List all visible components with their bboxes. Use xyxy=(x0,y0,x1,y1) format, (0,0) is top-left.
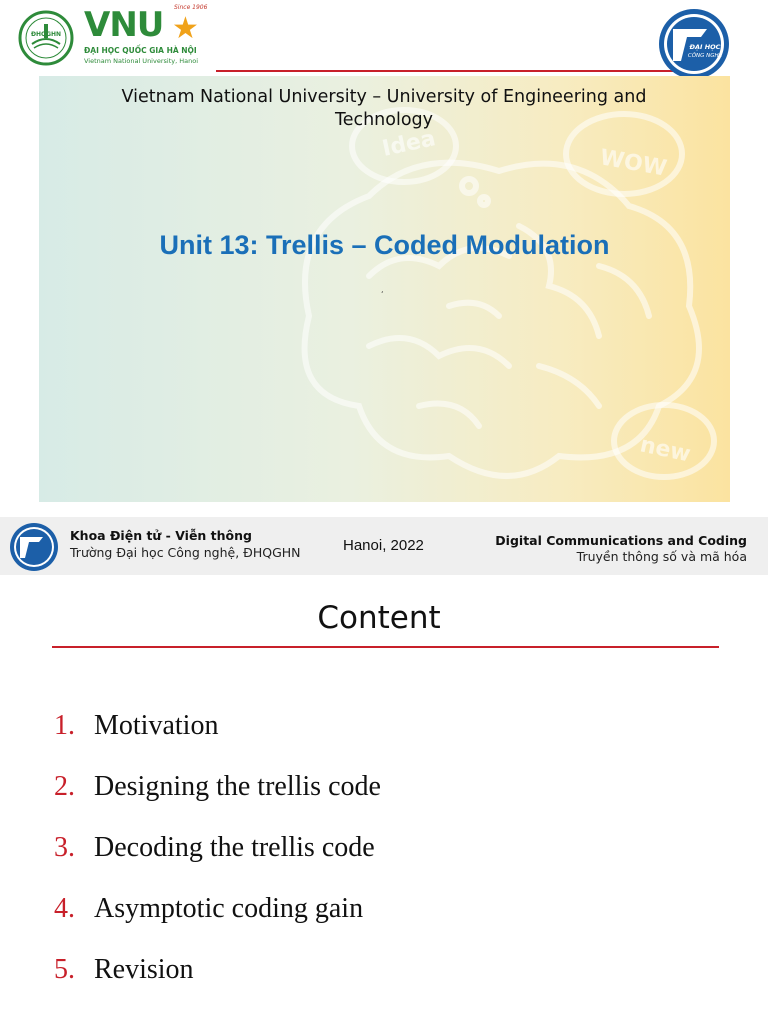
toc-item xyxy=(54,832,381,893)
school-name: Trường Đại học Công nghệ, ĐHQGHN xyxy=(70,545,301,560)
toc-item xyxy=(54,954,381,1015)
content-divider xyxy=(52,646,719,648)
bubble-wow-text: WOW xyxy=(597,145,669,182)
presentation-date: Hanoi, 2022 xyxy=(343,537,424,554)
vnu-name-en: Vietnam National University, Hanoi xyxy=(84,57,199,65)
content-title: Content xyxy=(317,600,441,636)
star-icon: ★ xyxy=(172,11,199,46)
uet-logo-line1: ĐẠI HỌC xyxy=(689,43,721,51)
toc-label: Asymptotic coding gain xyxy=(94,893,364,924)
uet-logo-small-icon xyxy=(9,522,59,572)
vnu-since: Since 1906 xyxy=(174,4,208,11)
vnu-brand: VNU xyxy=(84,5,164,45)
toc-number: 3. xyxy=(54,832,75,863)
toc-item xyxy=(54,710,381,771)
brain-illustration xyxy=(39,76,730,502)
slide-footer xyxy=(0,517,768,575)
toc-number: 2. xyxy=(54,771,75,802)
vnu-logo xyxy=(6,0,216,76)
toc-item xyxy=(54,771,381,832)
uet-logo-line2: CÔNG NGHỆ xyxy=(687,53,723,59)
toc-label: Revision xyxy=(94,954,194,985)
header-divider xyxy=(216,70,676,72)
course-name-vn: Truyền thông số và mã hóa xyxy=(576,549,747,564)
bubble-new-text: new xyxy=(637,432,693,468)
toc-label: Motivation xyxy=(94,710,219,741)
toc-number: 4. xyxy=(54,893,75,924)
unit-title: Unit 13: Trellis – Coded Modulation xyxy=(159,230,610,260)
toc-label: Designing the trellis code xyxy=(94,771,381,802)
toc-label: Decoding the trellis code xyxy=(94,832,375,863)
toc-item xyxy=(54,893,381,954)
content-slide xyxy=(0,576,768,1024)
university-name: Vietnam National University – University of Engineering and Technology xyxy=(121,87,647,130)
table-of-contents xyxy=(54,710,381,1015)
faculty-name: Khoa Điện tử - Viễn thông xyxy=(70,528,252,543)
stray-mark: ‘ xyxy=(381,290,384,299)
title-panel xyxy=(39,76,730,502)
toc-number: 5. xyxy=(54,954,75,985)
bubble-idea-text: Idea xyxy=(380,126,438,162)
vnu-emblem-icon xyxy=(18,10,74,66)
course-name: Digital Communications and Coding xyxy=(495,533,747,548)
vnu-name-vn: ĐẠI HỌC QUỐC GIA HÀ NỘI xyxy=(84,46,197,55)
toc-number: 1. xyxy=(54,710,75,741)
vnu-emblem-text: ĐHQGHN xyxy=(30,31,62,38)
uet-logo-icon xyxy=(657,7,731,81)
